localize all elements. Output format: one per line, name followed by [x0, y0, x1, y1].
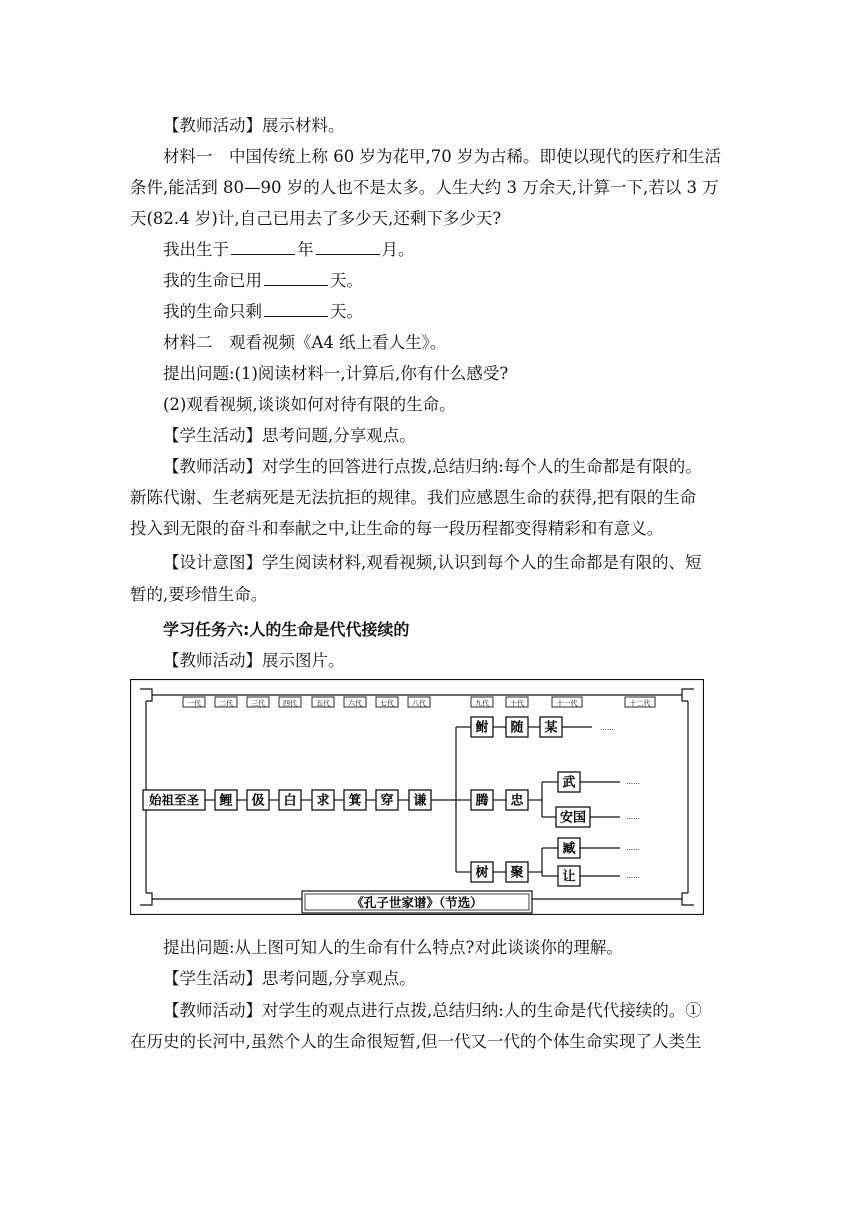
text-line: 【教师活动】展示材料。 — [163, 116, 345, 135]
text-line: 【学生活动】思考问题,分享观点。 — [163, 969, 416, 988]
tree-node-a9: 鲋 — [475, 720, 489, 736]
ellipsis: …… — [626, 778, 640, 786]
fill-line-left: 我的生命只剩 天。 — [163, 302, 363, 321]
blank-days-left — [264, 302, 328, 317]
generation-label: 十一代 — [556, 699, 578, 708]
text-line: 新陈代谢、生老病死是无法抗拒的规律。我们应感恩生命的获得,把有限的生命 — [130, 488, 697, 507]
text-line: 材料二 观看视频《A4 纸上看人生》。 — [163, 333, 447, 352]
fill-line-birth: 我出生于 年 月。 — [163, 240, 415, 259]
blank-year — [231, 240, 295, 255]
tree-node-c11a: 臧 — [562, 841, 576, 857]
tree-node-b10: 忠 — [510, 793, 524, 809]
text-line: 【设计意图】学生阅读材料,观看视频,认识到每个人的生命都是有限的、短 — [163, 553, 702, 572]
ellipsis: …… — [626, 844, 640, 852]
text-line: 【教师活动】对学生的观点进行点拨,总结归纳:人的生命是代代接续的。① — [163, 1001, 702, 1020]
tree-node-b11b: 安国 — [559, 810, 587, 826]
tree-node-root: 始祖至圣 — [148, 792, 200, 808]
text-line: 【教师活动】展示图片。 — [163, 651, 345, 670]
text-line: 投入到无限的奋斗和奉献之中,让生命的每一段历程都变得精彩和有意义。 — [130, 519, 664, 538]
tree-node-c11b: 让 — [562, 869, 576, 885]
tree-node-n4: 白 — [283, 793, 297, 809]
ellipsis: …… — [626, 813, 640, 821]
blank-month — [316, 240, 380, 255]
tree-node-b9: 腾 — [475, 793, 489, 809]
tree-node-n7: 穿 — [380, 793, 394, 809]
generation-label: 七代 — [380, 699, 394, 708]
generation-label: 十二代 — [629, 699, 651, 708]
fill-line-used: 我的生命已用 天。 — [163, 271, 363, 290]
generation-label: 二代 — [219, 699, 233, 708]
blank-days-used — [264, 271, 328, 286]
tree-node-n2: 鲤 — [219, 793, 233, 809]
tree-node-a11: 某 — [544, 720, 558, 736]
caption-text: 《孔子世家谱》（节选） — [351, 895, 483, 910]
tree-node-n5: 求 — [316, 793, 330, 809]
tree-node-c10: 聚 — [510, 865, 524, 881]
generation-label: 四代 — [283, 699, 297, 708]
text-line: 提出问题:(1)阅读材料一,计算后,你有什么感受? — [163, 364, 509, 383]
text-line: 在历史的长河中,虽然个人的生命很短暂,但一代又一代的个体生命实现了人类生 — [130, 1032, 702, 1051]
tree-node-c9: 树 — [475, 865, 489, 881]
text-line: 【学生活动】思考问题,分享观点。 — [163, 426, 416, 445]
ellipsis: …… — [600, 724, 614, 732]
tree-node-n8: 谦 — [413, 793, 427, 809]
generation-label: 六代 — [348, 699, 362, 708]
generation-label: 三代 — [251, 699, 265, 708]
text-line: 暂的,要珍惜生命。 — [130, 585, 268, 604]
text-line: 条件,能活到 80—90 岁的人也不是太多。人生大约 3 万余天,计算一下,若以 3 万 — [130, 178, 719, 197]
text-line: 提出问题:从上图可知人的生命有什么特点?对此谈谈你的理解。 — [163, 938, 623, 957]
ellipsis: …… — [626, 872, 640, 880]
tree-node-b11a: 武 — [562, 775, 576, 791]
generation-label: 八代 — [412, 699, 426, 708]
family-tree-figure — [130, 679, 704, 915]
generation-label: 十代 — [510, 699, 524, 708]
section-heading: 学习任务六:人的生命是代代接续的 — [163, 620, 410, 639]
text-line: 天(82.4 岁)计,自己已用去了多少天,还剩下多少天? — [130, 209, 502, 228]
text-line: 材料一 中国传统上称 60 岁为花甲,70 岁为古稀。即使以现代的医疗和生活 — [163, 147, 721, 166]
tree-node-a10: 随 — [510, 720, 524, 736]
generation-label: 五代 — [316, 699, 330, 708]
tree-node-n3: 伋 — [251, 793, 265, 809]
generation-label: 九代 — [475, 699, 489, 708]
text-line: 【教师活动】对学生的回答进行点拨,总结归纳:每个人的生命都是有限的。 — [163, 457, 702, 476]
generation-label: 一代 — [187, 699, 201, 708]
text-line: (2)观看视频,谈谈如何对待有限的生命。 — [163, 395, 456, 414]
tree-node-n6: 箕 — [348, 793, 362, 809]
